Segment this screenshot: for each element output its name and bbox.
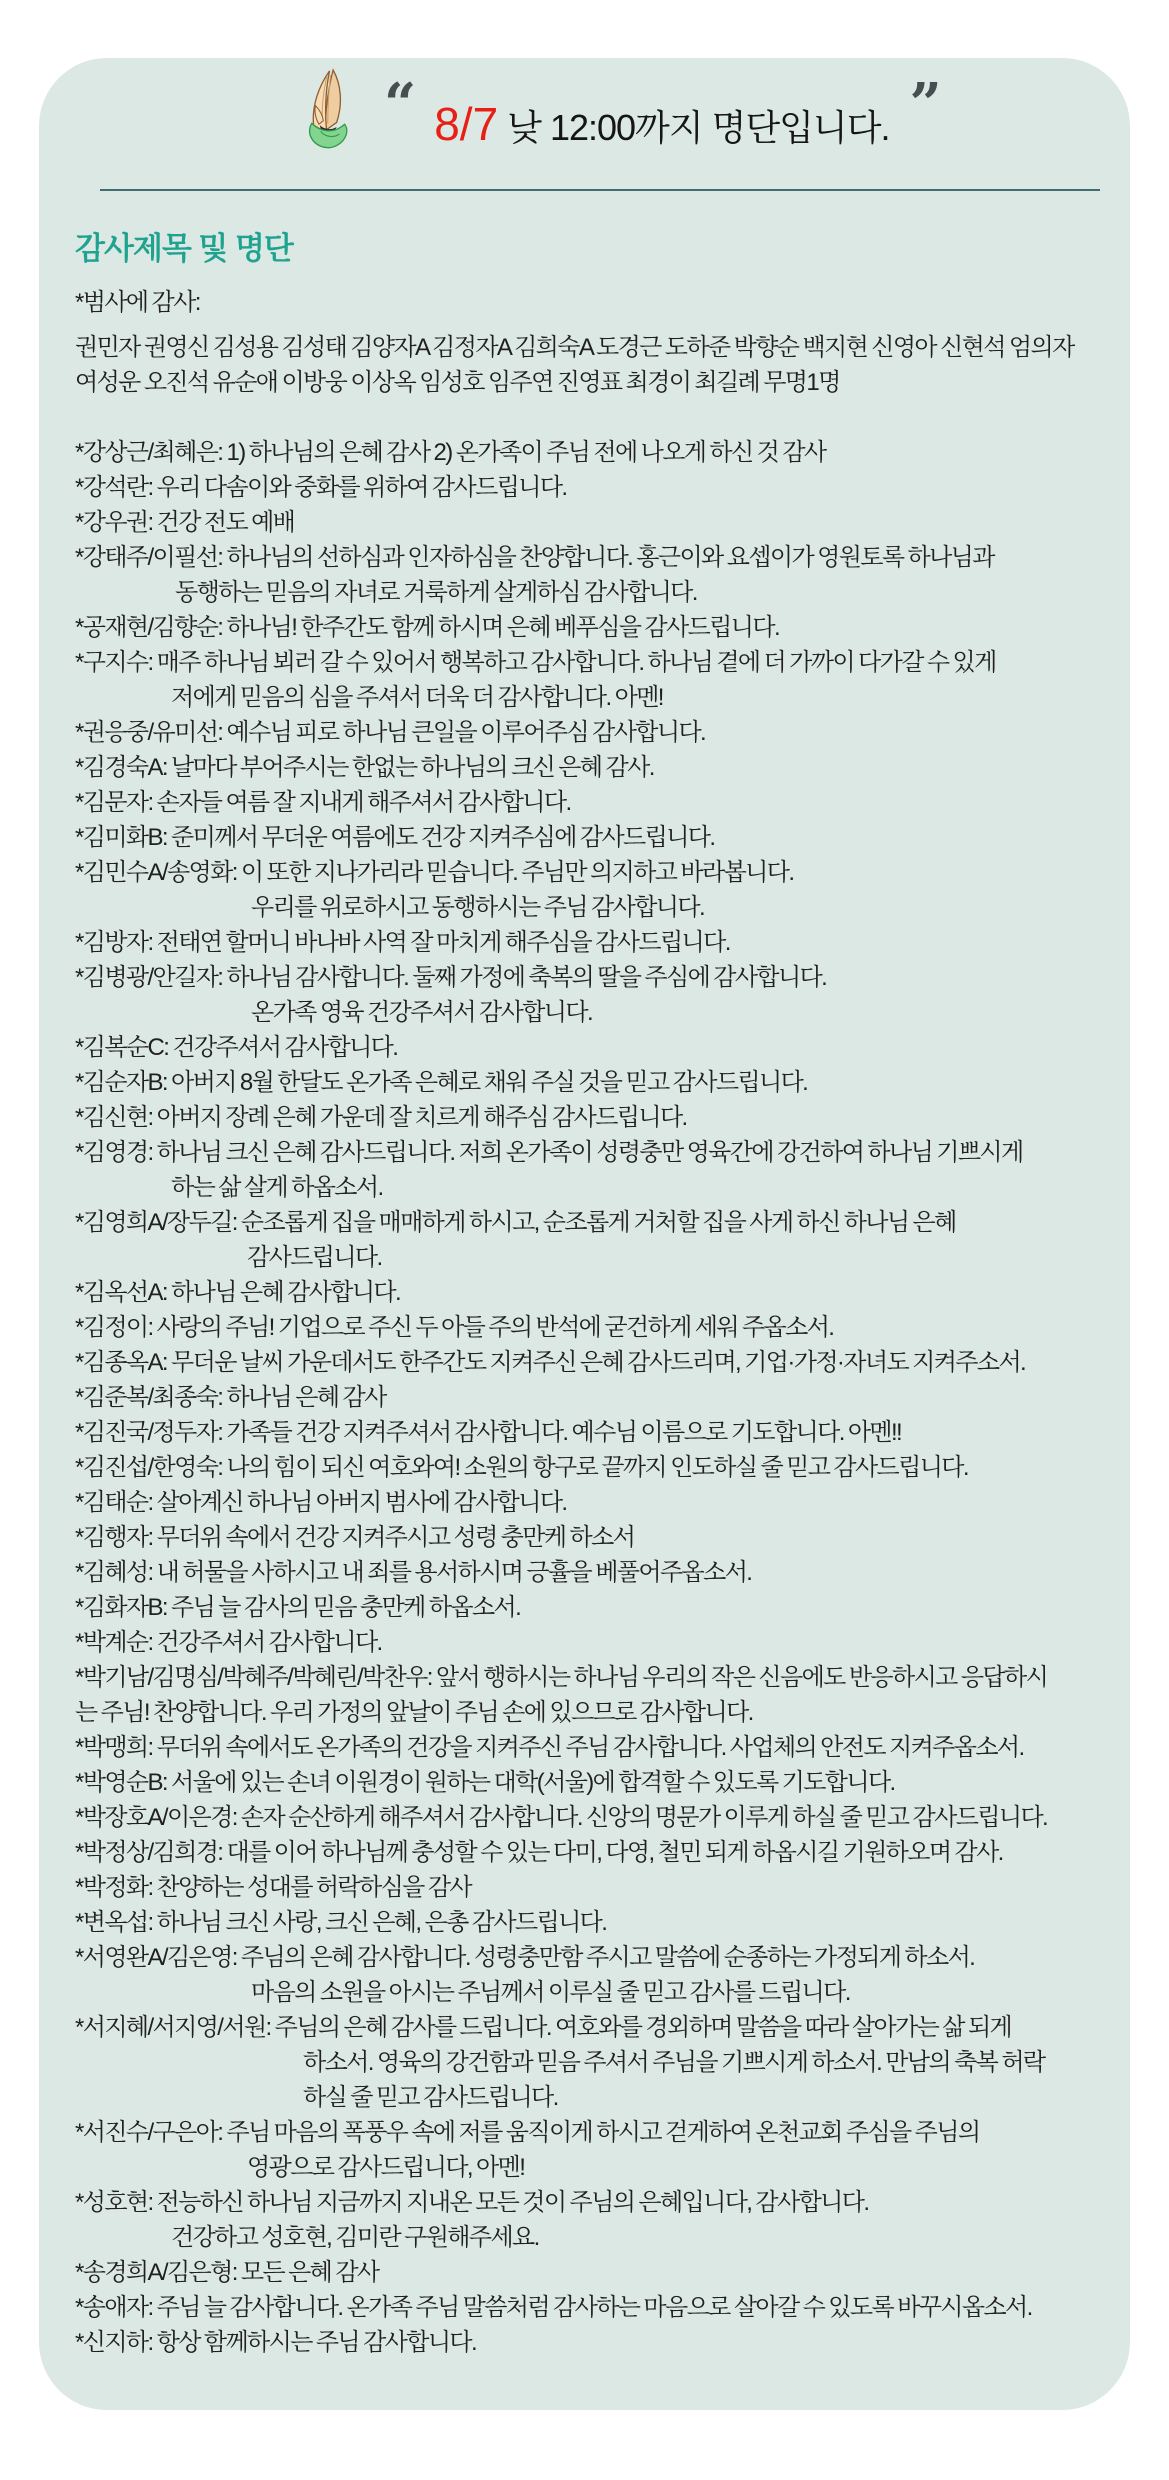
- list-line: *박맹희: 무더위 속에서도 온가족의 건강을 지켜주신 주님 감사합니다. 사업체의 안전도 지켜주옵소서.: [75, 1734, 1024, 1761]
- list-line: *공재현/김향순: 하나님! 한주간도 함께 하시며 은혜 베푸심을 감사드립니다.: [75, 614, 780, 641]
- list-line: 동행하는 믿음의 자녀로 거룩하게 살게하심 감사합니다.: [175, 579, 697, 606]
- list-line: *김태순: 살아계신 하나님 아버지 범사에 감사합니다.: [75, 1489, 567, 1516]
- list-line: *김방자: 전태연 할머니 바나바 사역 잘 마치게 해주심을 감사드립니다.: [75, 929, 730, 956]
- list-line: *서영완A/김은영: 주님의 은혜 감사합니다. 성령충만함 주시고 말씀에 순종하는 가정되게 하소서.: [75, 1944, 975, 1971]
- list-line: *박기남/김명심/박혜주/박혜린/박찬우: 앞서 행하시는 하나님 우리의 작은 신음에도 반응하시고 응답하시: [75, 1664, 1048, 1691]
- list-line: 건강하고 성호현, 김미란 구원해주세요.: [171, 2224, 539, 2251]
- notice-card: [39, 58, 1130, 2410]
- list-gap: [75, 400, 1112, 435]
- list-line: *김문자: 손자들 여름 잘 지내게 해주셔서 감사합니다.: [75, 789, 571, 816]
- list-line: *강태주/이필선: 하나님의 선하심과 인자하심을 찬양합니다. 홍근이와 요셉이가 영원토록 하나님과: [75, 544, 994, 571]
- list-line: *김신현: 아버지 장례 은혜 가운데 잘 치르게 해주심 감사드립니다.: [75, 1104, 687, 1131]
- list-line: 여성운 오진석 유순애 이방웅 이상옥 임성호 임주연 진영표 최경이 최길례 무명1명: [75, 369, 840, 396]
- list-line: *성호현: 전능하신 하나님 지금까지 지내온 모든 것이 주님의 은혜입니다, 감사합니다.: [75, 2189, 869, 2216]
- header-notice: [434, 84, 889, 160]
- list-line: *김진국/정두자: 가족들 건강 지켜주셔서 감사합니다. 예수님 이름으로 기도합니다. 아멘!!: [75, 1419, 902, 1446]
- quote-close-mark: ”: [909, 71, 942, 137]
- list-line: *김미화B: 준미께서 무더운 여름에도 건강 지켜주심에 감사드립니다.: [75, 824, 715, 851]
- list-line: *김경숙A: 날마다 부어주시는 한없는 하나님의 크신 은혜 감사.: [75, 754, 654, 781]
- list-line: *박정상/김희경: 대를 이어 하나님께 충성할 수 있는 다미, 다영, 철민 되게 하옵시길 기원하오며 감사.: [75, 1839, 1003, 1866]
- list-line: *김영경: 하나님 크신 은혜 감사드립니다. 저희 온가족이 성령충만 영육간에 강건하여 하나님 기쁘시게: [75, 1139, 1023, 1166]
- list-line: *김영희A/장두길: 순조롭게 집을 매매하게 하시고, 순조롭게 거처할 집을 사게 하신 하나님 은혜: [75, 1209, 956, 1236]
- list-line: *구지수: 매주 하나님 뵈러 갈 수 있어서 행복하고 감사합니다. 하나님 곁에 더 가까이 다가갈 수 있게: [75, 649, 996, 676]
- list-line: 온가족 영육 건강주셔서 감사합니다.: [251, 999, 593, 1026]
- list-line: 감사드립니다.: [247, 1244, 382, 1271]
- list-line: *권응중/유미선: 예수님 피로 하나님 큰일을 이루어주심 감사합니다.: [75, 719, 706, 746]
- list-line: *김복순C: 건강주셔서 감사합니다.: [75, 1034, 398, 1061]
- list-line: 하는 삶 살게 하옵소서.: [171, 1174, 383, 1201]
- list-line: *김정이: 사랑의 주님! 기업으로 주신 두 아들 주의 반석에 굳건하게 세워 주옵소서.: [75, 1314, 834, 1341]
- list-line: *김병광/안길자: 하나님 감사합니다. 둘째 가정에 축복의 딸을 주심에 감사합니다.: [75, 964, 827, 991]
- list-line: 마음의 소원을 아시는 주님께서 이루실 줄 믿고 감사를 드립니다.: [251, 1979, 850, 2006]
- list-line: *범사에 감사:: [75, 289, 200, 316]
- list-line: *송경희A/김은형: 모든 은혜 감사: [75, 2259, 379, 2286]
- list-line: *김종옥A: 무더운 날씨 가운데서도 한주간도 지켜주신 은혜 감사드리며, 기업·가정·자녀도 지켜주소서.: [75, 1349, 1026, 1376]
- header: [39, 58, 1130, 190]
- list-line: *김민수A/송영화: 이 또한 지나가리라 믿습니다. 주님만 의지하고 바라봅니다.: [75, 859, 794, 886]
- list-line: *김혜성: 내 허물을 사하시고 내 죄를 용서하시며 긍휼을 베풀어주옵소서.: [75, 1559, 752, 1586]
- list-line: *강상근/최혜은: 1) 하나님의 은혜 감사 2) 온가족이 주님 전에 나오게 하신 것 감사: [75, 439, 826, 466]
- list-line: *서진수/구은아: 주님 마음의 폭풍우 속에 저를 움직이게 하시고 걷게하여 온천교회 주심을 주님의: [75, 2119, 980, 2146]
- list-line: *김옥선A: 하나님 은혜 감사합니다.: [75, 1279, 401, 1306]
- deadline-date: 8/7: [434, 98, 499, 150]
- list-line: 는 주님! 찬양합니다. 우리 가정의 앞날이 주님 손에 있으므로 감사합니다.: [75, 1699, 753, 1726]
- section-title: 감사제목 및 명단: [75, 231, 293, 266]
- list-line: 하실 줄 믿고 감사드립니다.: [303, 2084, 558, 2111]
- list-line: *강우권: 건강 전도 예배: [75, 509, 295, 536]
- list-line: *송애자: 주님 늘 감사합니다. 온가족 주님 말씀처럼 감사하는 마음으로 살아갈 수 있도록 바꾸시옵소서.: [75, 2294, 1032, 2321]
- list-line: *김진섭/한영숙: 나의 힘이 되신 여호와여! 소원의 항구로 끝까지 인도하실 줄 믿고 감사드립니다.: [75, 1454, 968, 1481]
- divider-line: [100, 189, 1100, 191]
- list-line: 하소서. 영육의 강건함과 믿음 주셔서 주님을 기쁘시게 하소서. 만남의 축복 허락: [303, 2049, 1045, 2076]
- list-line: *김준복/최종숙: 하나님 은혜 감사: [75, 1384, 386, 1411]
- list-line: *서지혜/서지영/서원: 주님의 은혜 감사를 드립니다. 여호와를 경외하며 말씀을 따라 살아가는 삶 되게: [75, 2014, 1012, 2041]
- list-line: 권민자 권영신 김성용 김성태 김양자A 김정자A 김희숙A 도경근 도하준 박향순 백지현 신영아 신현석 엄의자: [75, 334, 1074, 361]
- list-line: *변옥섭: 하나님 크신 사랑, 크신 은혜, 은총 감사드립니다.: [75, 1909, 607, 1936]
- quote-open-mark: “: [384, 71, 417, 137]
- thanks-list: [39, 285, 1130, 2360]
- list-line: *강석란: 우리 다솜이와 중화를 위하여 감사드립니다.: [75, 474, 567, 501]
- list-line: *김순자B: 아버지 8월 한달도 온가족 은혜로 채워 주실 것을 믿고 감사드립니다.: [75, 1069, 808, 1096]
- praying-hands-icon: [294, 64, 358, 156]
- list-line: *신지하: 항상 함께하시는 주님 감사합니다.: [75, 2329, 477, 2356]
- list-line: *박영순B: 서울에 있는 손녀 이원경이 원하는 대학(서울)에 합격할 수 있도록 기도합니다.: [75, 1769, 895, 1796]
- list-line: *김행자: 무더위 속에서 건강 지켜주시고 성령 충만케 하소서: [75, 1524, 635, 1551]
- list-line: *박장호A/이은경: 손자 순산하게 해주셔서 감사합니다. 신앙의 명문가 이루게 하실 줄 믿고 감사드립니다.: [75, 1804, 1048, 1831]
- list-line: 우리를 위로하시고 동행하시는 주님 감사합니다.: [251, 894, 705, 921]
- list-line: 저에게 믿음의 심을 주셔서 더욱 더 감사합니다. 아멘!: [171, 684, 663, 711]
- list-line: *박계순: 건강주셔서 감사합니다.: [75, 1629, 382, 1656]
- list-line: *김화자B: 주님 늘 감사의 믿음 충만케 하옵소서.: [75, 1594, 521, 1621]
- list-line: *박정화: 찬양하는 성대를 허락하심을 감사: [75, 1874, 472, 1901]
- list-line: 영광으로 감사드립니다, 아멘!: [247, 2154, 525, 2181]
- header-quote: [384, 71, 942, 160]
- deadline-text: 낮 12:00까지 명단입니다.: [498, 107, 890, 148]
